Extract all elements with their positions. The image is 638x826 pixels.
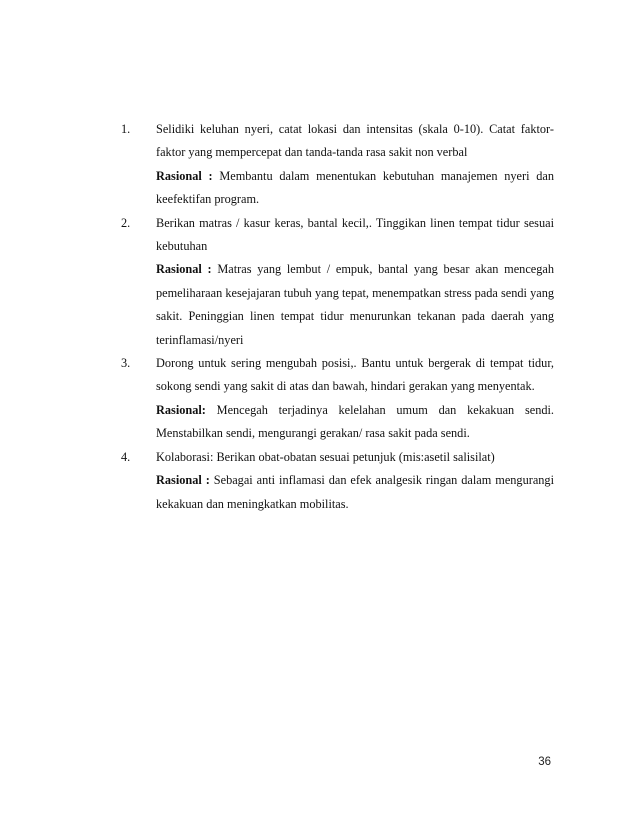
item-number: 4. [121,449,131,464]
intervention-list [121,118,554,516]
rationale-label: Rasional: [156,402,206,417]
page-number: 36 [538,756,551,768]
list-item [121,352,554,446]
rationale-text: Membantu dalam menentukan kebutuhan manajemen nyeri dan keefektifan program. [156,168,555,207]
rationale-text: Matras yang lembut / empuk, bantal yang besar akan mencegah pemeliharaan kesejajaran tubuh yang tepat, menempatkan stress pada sendi yang sakit. Peninggian linen tempat tidur menurunkan tekanan pada daerah yang terinflamasi/nyeri [156,262,554,347]
rationale-paragraph [156,399,554,446]
item-number: 1. [121,122,131,136]
rationale-paragraph [156,165,554,212]
intervention-text: Selidiki keluhan nyeri, catat lokasi dan intensitas (skala 0-10). Catat faktor-faktor yang mempercepat dan tanda-tanda rasa sakit non verbal [156,122,554,160]
list-item [121,212,554,352]
rationale-label: Rasional : [156,262,212,277]
intervention-text: Dorong untuk sering mengubah posisi,. Bantu untuk bergerak di tempat tidur, sokong sendi yang sakit di atas dan bawah, hindari gerakan yang menyentak. [156,356,554,394]
item-number: 2. [121,215,131,230]
rationale-label: Rasional : [156,168,213,183]
rationale-label: Rasional : [156,473,210,488]
item-number: 3. [121,356,131,371]
rationale-text: Mencegah terjadinya kelelahan umum dan kekakuan sendi. Menstabilkan sendi, mengurangi gerakan/ rasa sakit pada sendi. [156,402,554,441]
rationale-text: Sebagai anti inflamasi dan efek analgesik ringan dalam mengurangi kekakuan dan meningkatkan mobilitas. [156,473,554,511]
rationale-paragraph [156,469,554,516]
list-item [121,446,554,516]
rationale-paragraph [156,258,554,352]
list-item [121,118,554,212]
intervention-text: Berikan matras / kasur keras, bantal kecil,. Tinggikan linen tempat tidur sesuai kebutuhan [156,215,554,254]
intervention-text: Kolaborasi: Berikan obat-obatan sesuai petunjuk (mis:asetil salisilat) [156,449,495,464]
